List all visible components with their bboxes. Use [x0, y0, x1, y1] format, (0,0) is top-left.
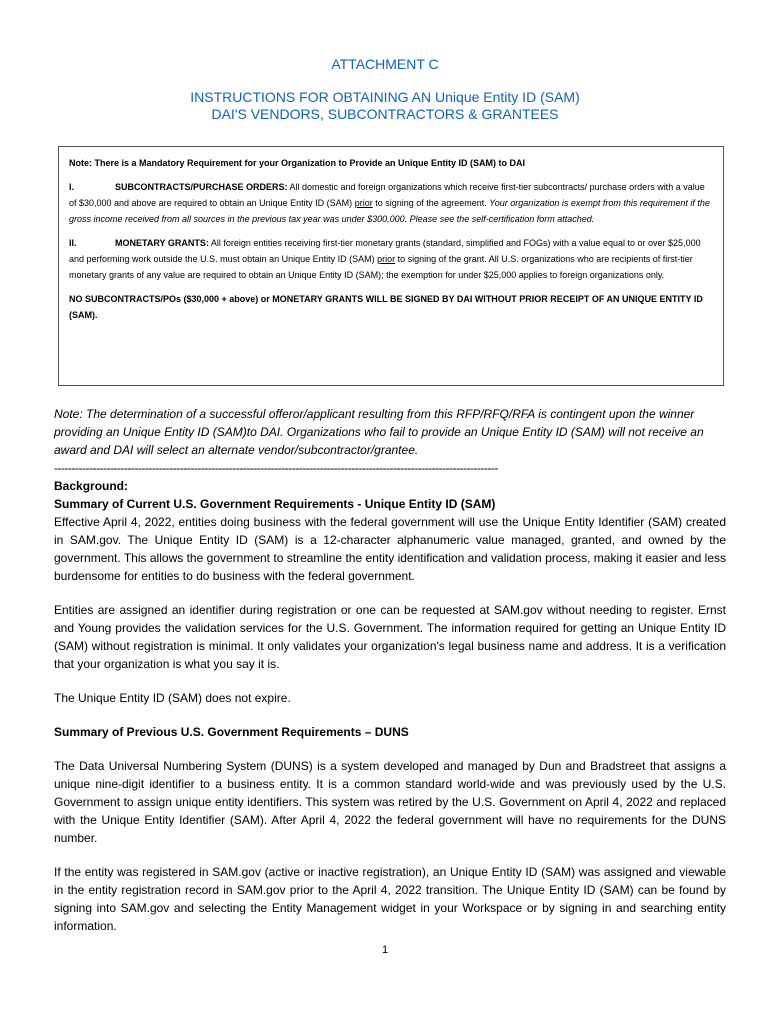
item-text: to signing of the agreement. — [372, 198, 490, 208]
background-heading: Background: — [54, 479, 129, 493]
attachment-title: ATTACHMENT C — [331, 56, 439, 72]
subcontracts-item — [69, 179, 713, 227]
item-number: I. — [69, 182, 75, 192]
paragraph-effective: Effective April 4, 2022, entities doing business with the federal government will use the Unique Entity Identifier (SAM) created in SAM.gov. The Unique Entity ID (SAM) is a 12-character alphanumeric value managed, granted, and owned by the government. This allows the government to streamline the entity identification and validation process, making it easier and less burdensome for entities to do business with the federal government. — [54, 515, 726, 583]
item-text: All foreign entities receiving first-tier monetary grants (standard, simplified and FOGs) with a value equal to or over $25,000 and performing work outside the U.S. must obtain an Unique Entity ID (SAM) — [69, 238, 701, 264]
item-text: All domestic and foreign organizations which receive first-tier subcontracts/ purchase orders with a value of $30,000 and above are required to obtain an Unique Entity ID (SAM) — [69, 182, 705, 208]
paragraph-entities: Entities are assigned an identifier during registration or one can be requested at SAM.gov without needing to register. Ernst and Young provides the validation services for the U.S. Government. The information required for getting an Unique Entity ID (SAM) without registration is minimal. It only validates your organization's legal business name and address. It is a verification that your organization is what you say it is. — [54, 603, 726, 671]
grants-item — [69, 235, 713, 283]
item-number: II. — [69, 238, 77, 248]
current-requirements-heading: Summary of Current U.S. Government Requirements - Unique Entity ID (SAM) — [54, 497, 496, 511]
requirements-box — [58, 146, 724, 386]
prior-emphasis: prior — [377, 254, 396, 264]
page-number: 1 — [381, 944, 389, 956]
item-text: to signing of the grant. All U.S. organizations who are recipients of first-tier monetary grants of any value are required to obtain an Unique Entity ID (SAM); the exemption for under $25,000 applies to foreign organizations only. — [69, 254, 693, 280]
instructions-title: INSTRUCTIONS FOR OBTAINING AN Unique Entity ID (SAM) — [190, 89, 580, 105]
determination-note: Note: The determination of a successful offeror/applicant resulting from this RFP/RFQ/RFA is contingent upon the winner providing an Unique Entity ID (SAM)to DAI. Organizations who fail to provide an Unique Entity ID (SAM) will not receive an award and DAI will select an alternate vendor/subcontractor/grantee. — [54, 407, 704, 457]
audience-title: DAI'S VENDORS, SUBCONTRACTORS & GRANTEES — [211, 106, 559, 122]
paragraph-expire: The Unique Entity ID (SAM) does not expire. — [54, 691, 291, 705]
divider-line: ------------------------------------------------------------------------------------------------------------------------------- — [54, 461, 499, 475]
paragraph-registered: If the entity was registered in SAM.gov (active or inactive registration), an Unique Entity ID (SAM) was assigned and viewable in the entity registration record in SAM.gov prior to the April 4, 2022 transition. The Unique Entity ID (SAM) can be found by signing into SAM.gov and selecting the Entity Management widget in your Workspace or by signing in and searching entity information. — [54, 865, 726, 933]
previous-requirements-heading: Summary of Previous U.S. Government Requirements – DUNS — [54, 725, 409, 739]
paragraph-duns: The Data Universal Numbering System (DUNS) is a system developed and managed by Dun and Bradstreet that assigns a unique nine-digit identifier to a business entity. It is a common standard world-wide and was previously used by the U.S. Government to assign unique entity identifiers. This system was retired by the U.S. Government on April 4, 2022 and replaced with the Unique Entity Identifier (SAM). After April 4, 2022 the federal government will have no requirements for the DUNS number. — [54, 759, 726, 845]
item-label: MONETARY GRANTS: — [115, 238, 209, 248]
signing-warning: NO SUBCONTRACTS/POs ($30,000 + above) or MONETARY GRANTS WILL BE SIGNED BY DAI WITHOUT PRIOR RECEIPT OF AN UNIQUE ENTITY ID (SAM). — [69, 294, 703, 320]
item-label: SUBCONTRACTS/PURCHASE ORDERS: — [115, 182, 288, 192]
mandatory-note: Note: There is a Mandatory Requirement for your Organization to Provide an Unique Entity ID (SAM) to DAI — [69, 158, 526, 168]
prior-emphasis: prior — [354, 198, 373, 208]
exemption-text: Your organization is exempt from this requirement if the gross income received from all sources in the previous tax year was under $300,000. Please see the self-certification form attached. — [69, 198, 710, 224]
document-body — [54, 405, 726, 935]
